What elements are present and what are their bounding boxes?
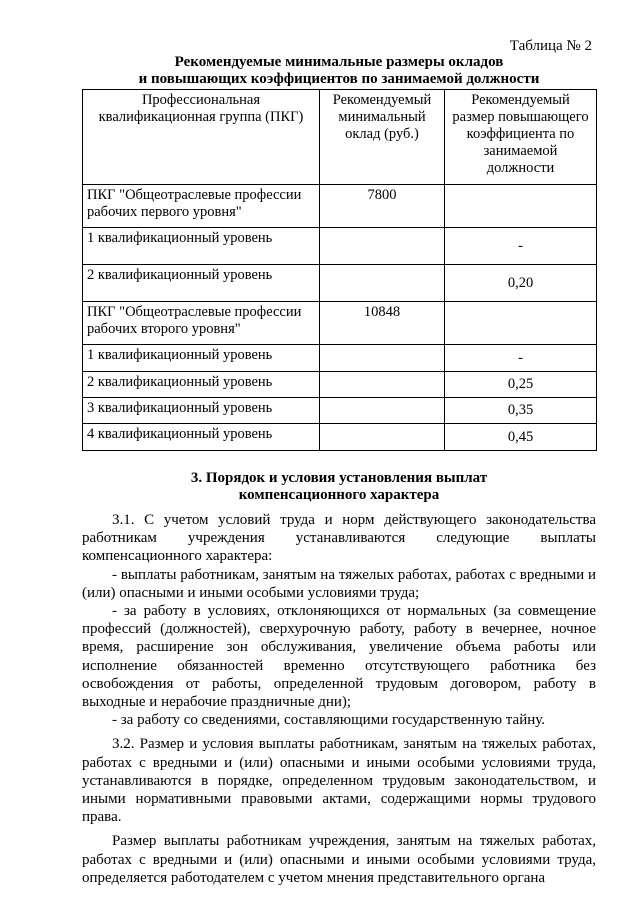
caption-line-2: и повышающих коэффициентов по занимаемой должности xyxy=(138,71,540,87)
table-header-row xyxy=(83,90,597,185)
table-row xyxy=(83,185,597,228)
row-coef xyxy=(445,185,597,228)
row-amount xyxy=(320,265,445,302)
caption-line-1: Рекомендуемые минимальные размеры окладов xyxy=(174,54,504,70)
row-coef: 0,45 xyxy=(445,424,597,451)
section-title xyxy=(82,470,596,504)
paragraph: 3.1. С учетом условий труда и норм действующего законодательства работникам учреждения устанавливаются следующие выплаты компенсационного характера: xyxy=(82,512,596,565)
paragraph: - за работу со сведениями, составляющими государственную тайну. xyxy=(112,712,546,729)
row-amount xyxy=(320,228,445,265)
table-number: Таблица № 2 xyxy=(509,38,592,54)
row-amount: 10848 xyxy=(320,302,445,345)
table-row xyxy=(83,398,597,424)
body-text xyxy=(82,511,596,887)
section-title-line-2: компенсационного характера xyxy=(238,487,440,503)
table-row xyxy=(83,228,597,265)
row-name: 1 квалификационный уровень xyxy=(83,228,320,265)
header-coefficient: Рекомендуемый размер повышающего коэффициента по занимаемой должности xyxy=(445,90,597,185)
paragraph: 3.2. Размер и условия выплаты работникам, занятым на тяжелых работах, работах с вредными и (или) опасными и иными особыми условиями труда, устанавливаются в порядке, определенном трудовым законодательством, и иными нормативными правовыми актами, содержащими нормы трудового права. xyxy=(82,736,596,826)
row-coef: 0,25 xyxy=(445,372,597,398)
row-amount xyxy=(320,424,445,451)
table-row xyxy=(83,265,597,302)
row-coef: - xyxy=(445,345,597,372)
row-coef xyxy=(445,302,597,345)
paragraph: Размер выплаты работникам учреждения, занятым на тяжелых работах, работах с вредными и (или) опасными и иными особыми условиями труда, определяется работодателем с учетом мнения представительного органа xyxy=(82,833,596,886)
section-title-line-1: 3. Порядок и условия установления выплат xyxy=(190,470,488,486)
table-row xyxy=(83,372,597,398)
row-amount xyxy=(320,372,445,398)
row-name: ПКГ "Общеотраслевые профессии рабочих первого уровня" xyxy=(83,185,320,228)
row-name: 1 квалификационный уровень xyxy=(83,345,320,372)
row-name: ПКГ "Общеотраслевые профессии рабочих второго уровня" xyxy=(83,302,320,345)
row-coef: 0,20 xyxy=(445,265,597,302)
row-coef: - xyxy=(445,228,597,265)
row-amount: 7800 xyxy=(320,185,445,228)
row-amount xyxy=(320,398,445,424)
header-salary: Рекомендуемый минимальный оклад (руб.) xyxy=(320,90,445,185)
table-row xyxy=(83,345,597,372)
row-amount xyxy=(320,345,445,372)
paragraph: - выплаты работникам, занятым на тяжелых работах, работах с вредными и (или) опасными и иными особыми условиями труда; xyxy=(82,566,596,601)
row-name: 2 квалификационный уровень xyxy=(83,372,320,398)
table-row xyxy=(83,302,597,345)
table-caption xyxy=(82,54,596,88)
row-name: 3 квалификационный уровень xyxy=(83,398,320,424)
row-name: 2 квалификационный уровень xyxy=(83,265,320,302)
salary-table xyxy=(82,89,597,451)
row-name: 4 квалификационный уровень xyxy=(83,424,320,451)
header-group: Профессиональная квалификационная группа (ПКГ) xyxy=(83,90,320,185)
paragraph: - за работу в условиях, отклоняющихся от нормальных (за совмещение профессий (должностей), сверхурочную работу, работу в вечернее, ночное время, расширение зон обслуживания, увеличение объема работы или исполнение обязанностей временно отсутствующего работника без освобождения от работы, определенной трудовым договором, работу в выходные и нерабочие праздничные дни); xyxy=(82,603,596,711)
table-row xyxy=(83,424,597,451)
row-coef: 0,35 xyxy=(445,398,597,424)
